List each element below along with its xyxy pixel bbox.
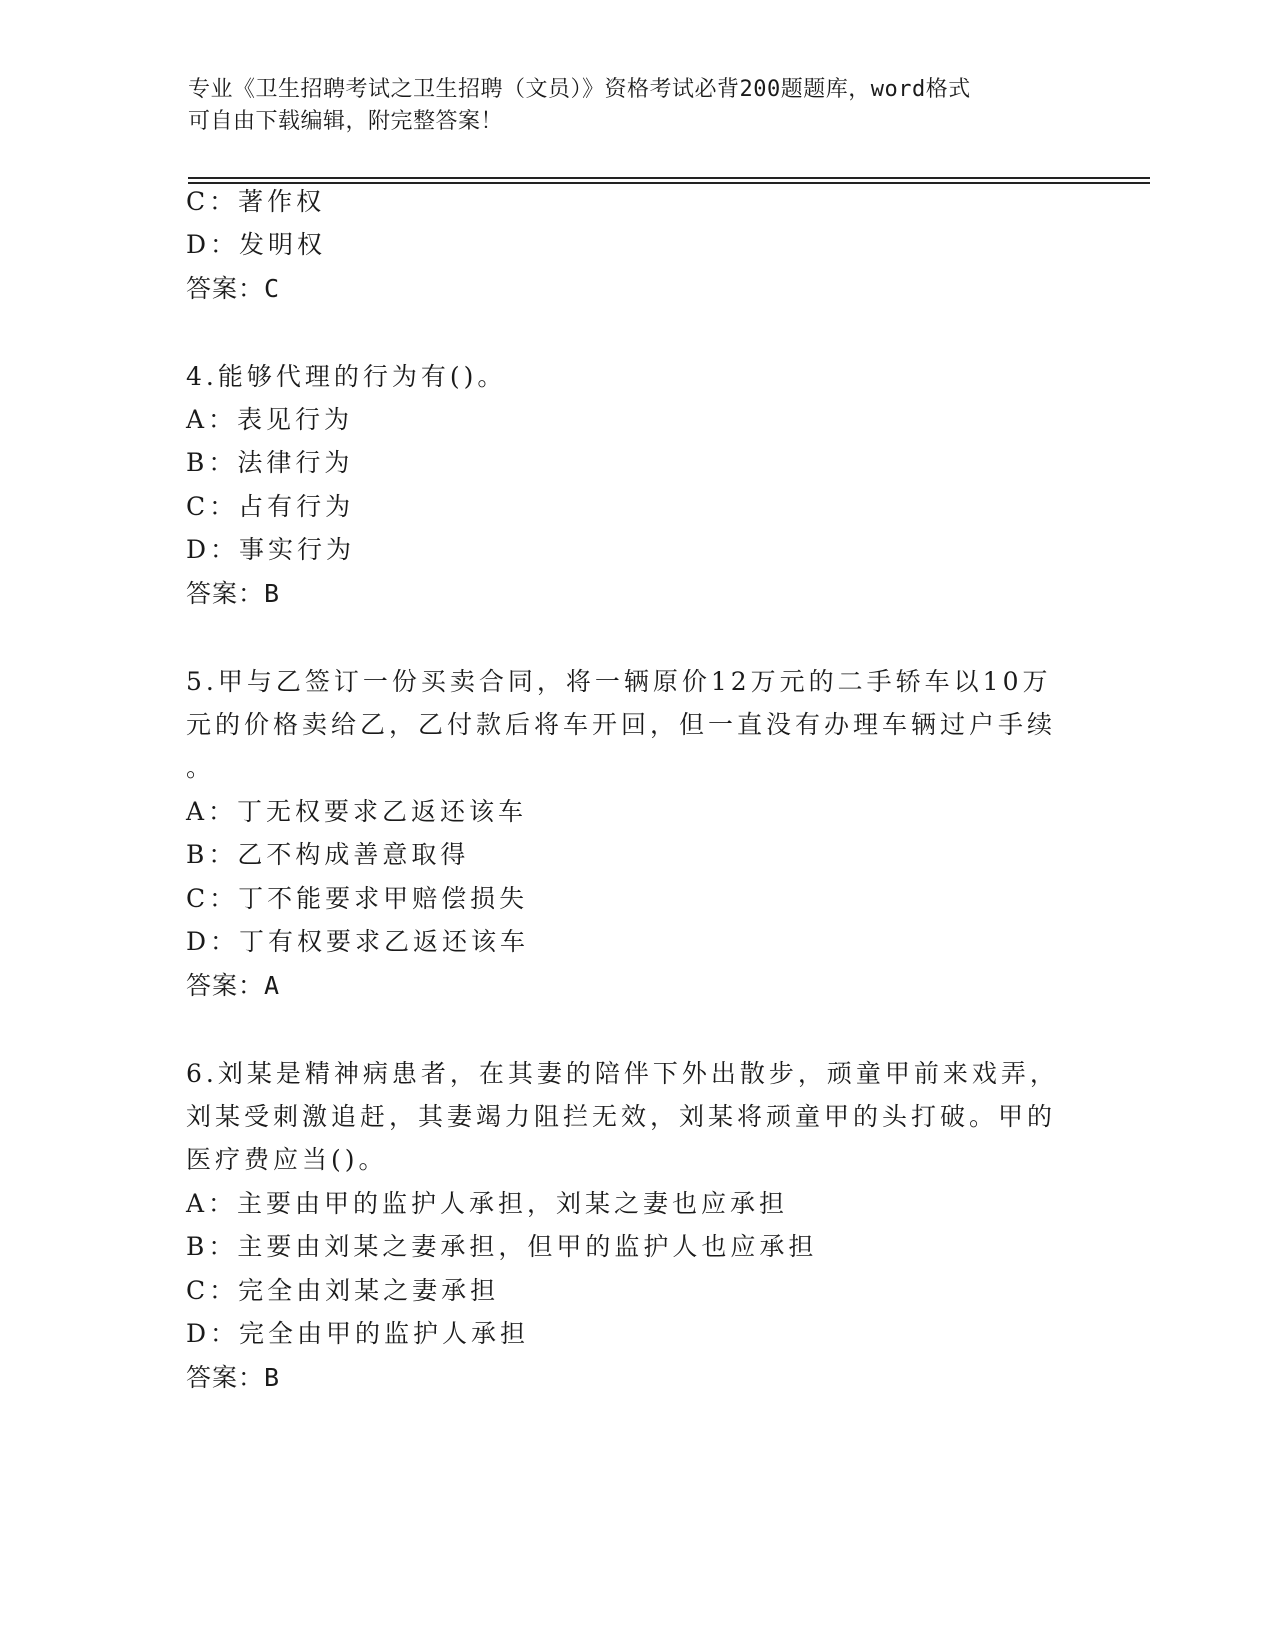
q6-option-b: B：主要由刘某之妻承担，但甲的监护人也应承担 — [186, 1232, 818, 1261]
q6-stem-line-1: 6.刘某是精神病患者，在其妻的陪伴下外出散步，顽童甲前来戏弄， — [186, 1059, 1059, 1088]
q6-option-c: C：完全由刘某之妻承担 — [186, 1276, 500, 1305]
q3-answer: 答案：C — [186, 274, 281, 303]
q4-stem: 4.能够代理的行为有()。 — [186, 362, 507, 391]
header-title-line-2: 可自由下载编辑，附完整答案！ — [188, 109, 504, 134]
header-rule-top — [188, 177, 1150, 179]
q5-stem-line-2: 元的价格卖给乙，乙付款后将车开回，但一直没有办理车辆过户手续 — [186, 710, 1057, 739]
q5-option-b: B：乙不构成善意取得 — [186, 840, 470, 869]
q3-option-d: D：发明权 — [186, 230, 327, 259]
q5-option-c: C：丁不能要求甲赔偿损失 — [186, 884, 529, 913]
q6-option-d: D：完全由甲的监护人承担 — [186, 1319, 530, 1348]
q6-stem-line-3: 医疗费应当()。 — [186, 1145, 388, 1174]
q4-option-b: B：法律行为 — [186, 448, 354, 477]
document-header — [188, 74, 1068, 138]
q5-stem-line-3: 。 — [186, 753, 216, 782]
q6-answer: 答案：B — [186, 1363, 281, 1392]
q5-option-d: D：丁有权要求乙返还该车 — [186, 927, 530, 956]
q4-option-c: C：占有行为 — [186, 492, 355, 521]
q4-answer: 答案：B — [186, 579, 281, 608]
q5-stem-line-1: 5.甲与乙签订一份买卖合同，将一辆原价12万元的二手轿车以10万 — [186, 667, 1052, 696]
q5-answer: 答案：A — [186, 971, 281, 1000]
header-rule-bottom — [188, 182, 1150, 184]
header-title-line-1: 专业《卫生招聘考试之卫生招聘（文员）》资格考试必背200题题库，word格式 — [188, 77, 971, 102]
q6-option-a: A：主要由甲的监护人承担，刘某之妻也应承担 — [186, 1189, 789, 1218]
q4-option-d: D：事实行为 — [186, 535, 356, 564]
q4-option-a: A：表见行为 — [186, 405, 354, 434]
q3-option-c: C：著作权 — [186, 187, 326, 216]
q6-stem-line-2: 刘某受刺激追赶，其妻竭力阻拦无效，刘某将顽童甲的头打破。甲的 — [186, 1102, 1057, 1131]
q5-option-a: A：丁无权要求乙返还该车 — [186, 797, 528, 826]
